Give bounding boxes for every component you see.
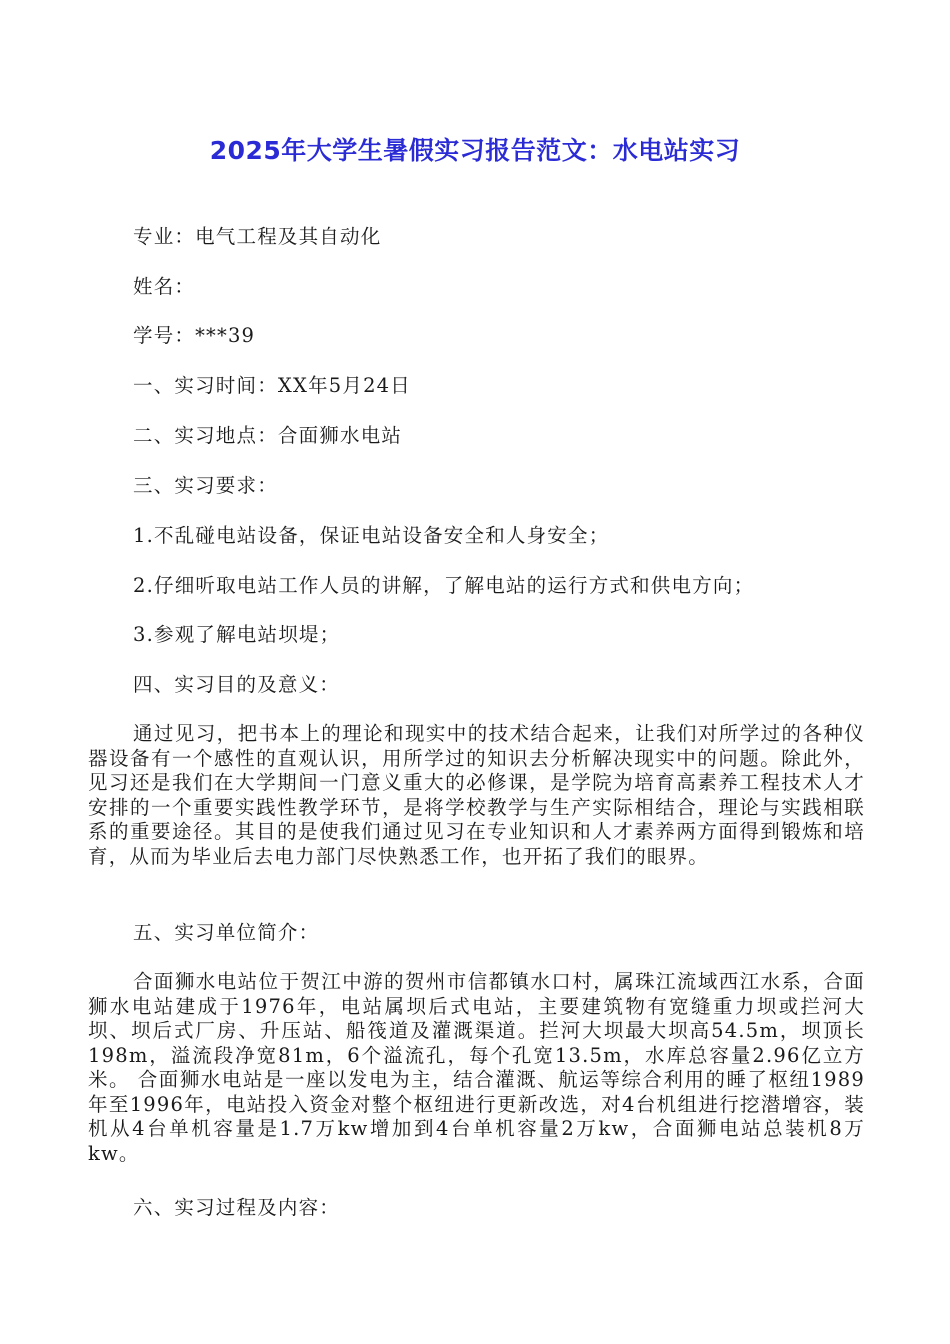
purpose-paragraph: 通过见习，把书本上的理论和现实中的技术结合起来，让我们对所学过的各种仪器设备有一个感性的直观认识，用所学过的知识去分析解决现实中的问题。除此外，见习还是我们在大学期间一门意义重大的必修课，是学院为培育高素养工程技术人才安排的一个重要实践性教学环节，是将学校教学与生产实际相结合，理论与实践相联系的重要途径。其目的是使我们通过见习在专业知识和人才素养两方面得到锻炼和培育，从而为毕业后去电力部门尽快熟悉工作，也开拓了我们的眼界。: [88, 722, 865, 868]
unit-intro-paragraph: 合面狮水电站位于贺江中游的贺州市信都镇水口村，属珠江流域西江水系，合面狮水电站建成于1976年，电站属坝后式电站，主要建筑物有宽缝重力坝或拦河大坝、坝后式厂房、升压站、船筏道及灌溉渠道。拦河大坝最大坝高54.5m，坝顶长198m，溢流段净宽81m，6个溢流孔，每个孔宽13.5m，水库总容量2.96亿立方米。 合面狮水电站是一座以发电为主，结合灌溉、航运等综合利用的睡了枢纽1989年至1996年，电站投入资金对整个枢纽进行更新改选，对4台机组进行挖潜增容，装机从4台单机容量是1.7万kw增加到4台单机容量2万kw，合面狮电站总装机8万kw。: [88, 970, 865, 1165]
section-heading-unit-intro: 五、实习单位简介：: [133, 921, 320, 944]
requirement-item-3: 3.参观了解电站坝堤；: [133, 623, 341, 646]
major-line: 专业：电气工程及其自动化: [133, 225, 382, 248]
section-heading-requirements: 三、实习要求：: [133, 474, 278, 497]
section-heading-process: 六、实习过程及内容：: [133, 1196, 341, 1219]
name-line: 姓名：: [133, 275, 196, 298]
student-id-line: 学号：***39: [133, 324, 256, 347]
document-title: 2025年大学生暑假实习报告范文：水电站实习: [209, 136, 741, 165]
section-heading-location: 二、实习地点：合面狮水电站: [133, 424, 403, 447]
section-heading-purpose: 四、实习目的及意义：: [133, 673, 341, 696]
requirement-item-2: 2.仔细听取电站工作人员的讲解，了解电站的运行方式和供电方向；: [133, 574, 755, 597]
requirement-item-1: 1.不乱碰电站设备，保证电站设备安全和人身安全；: [133, 524, 610, 547]
section-heading-time: 一、实习时间：XX年5月24日: [133, 374, 411, 397]
